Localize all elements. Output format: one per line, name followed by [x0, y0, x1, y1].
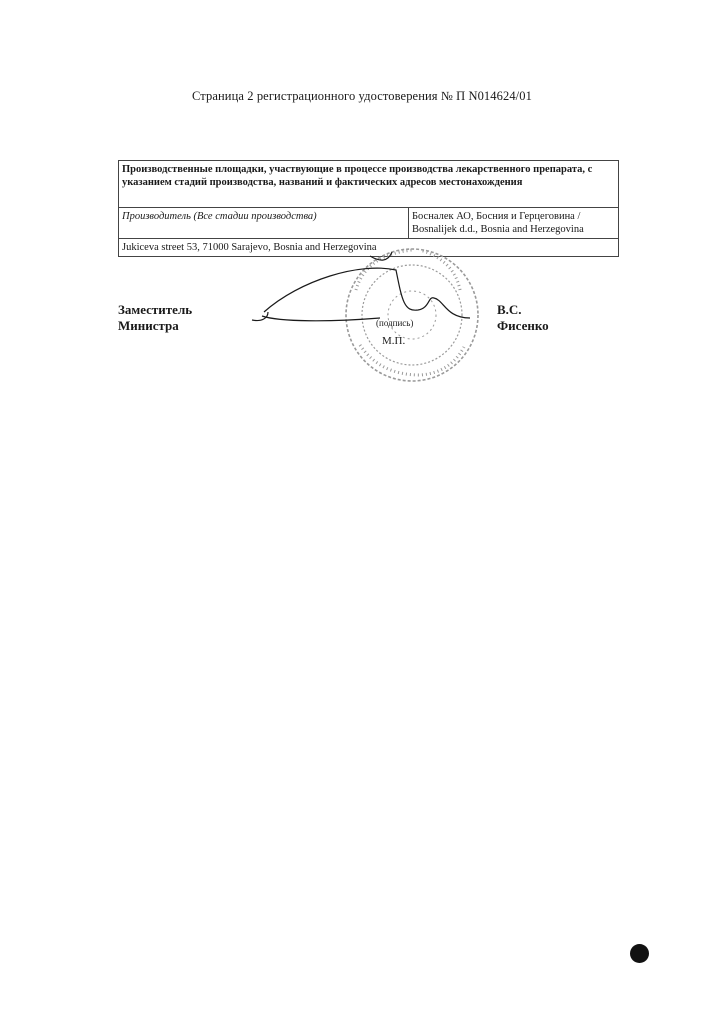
- stamp-label: М.П.: [382, 335, 406, 347]
- signature-caption: (подпись): [376, 318, 414, 328]
- table-heading-row: [119, 161, 619, 208]
- page-header: Страница 2 регистрационного удостоверения № П N014624/01: [192, 89, 532, 103]
- manufacturer-address: Jukiceva street 53, 71000 Sarajevo, Bosnia and Herzegovina: [119, 239, 619, 257]
- manufacturer-role: Производитель (Все стадии производства): [119, 208, 409, 239]
- table-heading: Производственные площадки, участвующие в процессе производства лекарственного препарата, с указанием стадий производства, названий и фактических адресов местонахождения: [119, 161, 619, 208]
- table-row: [119, 208, 619, 239]
- production-sites-table: [118, 160, 619, 257]
- signatory-name: В.С. Фисенко: [497, 302, 549, 333]
- manufacturer-name: Босналек АО, Босния и Герцеговина / Bosnalijek d.d., Bosnia and Herzegovina: [409, 208, 619, 239]
- signatory-title: Заместитель Министра: [118, 302, 193, 333]
- address-row: [119, 239, 619, 257]
- page-marker-dot: [630, 944, 649, 963]
